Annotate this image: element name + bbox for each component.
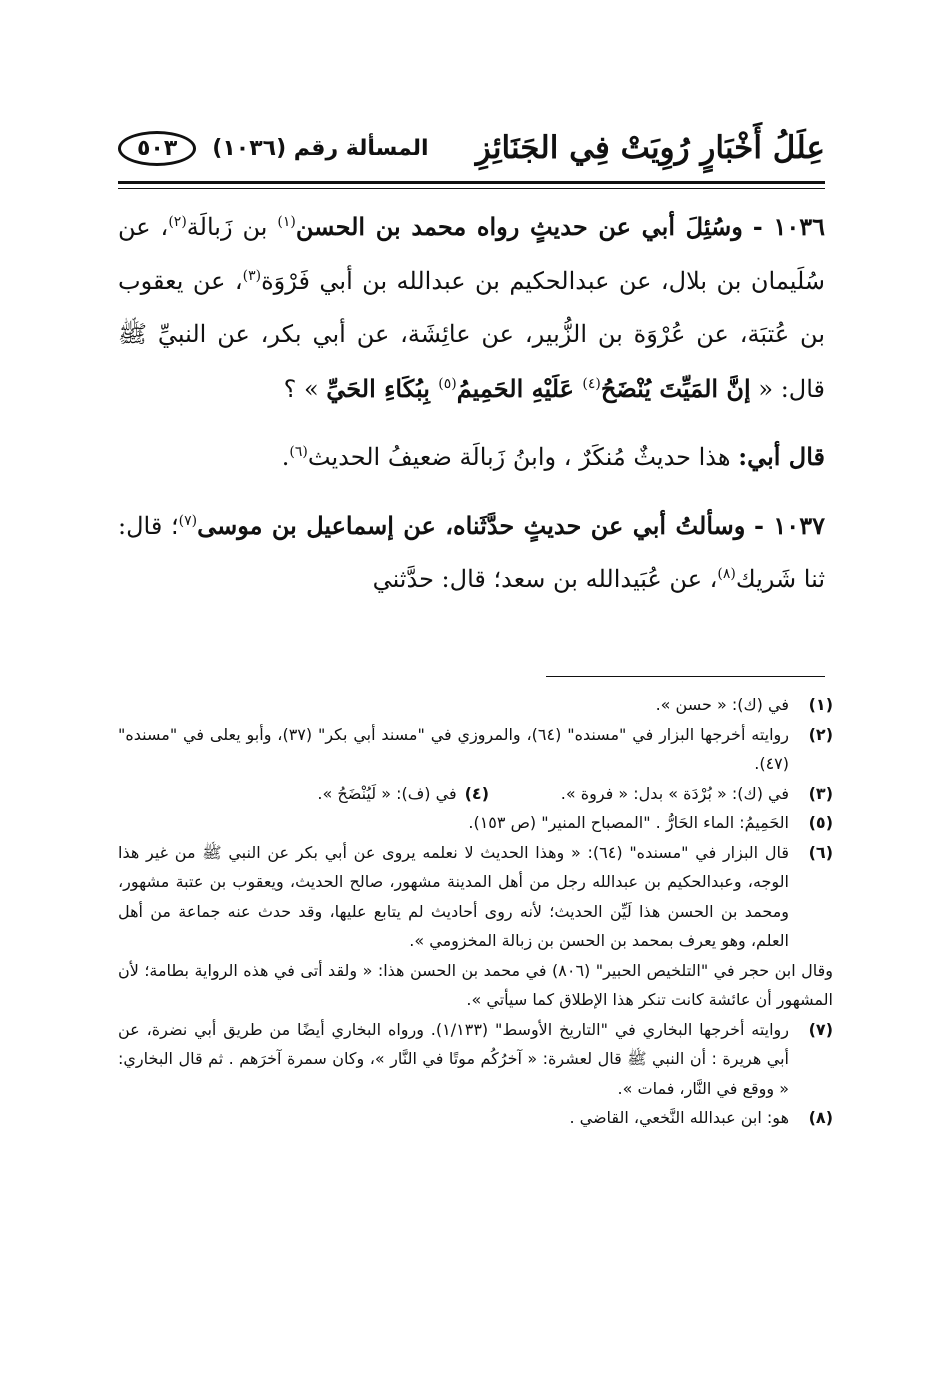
header-rule-thick	[118, 181, 825, 184]
issue-number: المسألة رقم (١٠٣٦)	[212, 135, 429, 161]
footnote-ref-8: (٨)	[717, 566, 736, 582]
footnotes	[118, 690, 833, 1133]
footnote-marker: (٥)	[808, 813, 833, 832]
paragraph-1036	[118, 200, 825, 416]
text-segment: ؛ قال: ثنا شَريك	[118, 511, 825, 593]
footnote-1	[118, 690, 833, 720]
hadith-text-3: بِبُكَاءِ الحَيِّ	[326, 373, 439, 403]
issue-number-1037: ١٠٣٧ -	[754, 510, 825, 540]
paragraph-answer	[118, 430, 825, 485]
book-title: عِلَلُ أَخْبَارٍ رُوِيَتْ فِي الجَنَائِزِ	[475, 130, 825, 166]
text-segment: ، عن عُبَيدالله بن سعد؛ قال: حدَّثني	[372, 565, 718, 593]
page-number: ٥٠٣	[118, 131, 196, 166]
main-text	[118, 200, 825, 607]
footnote-marker: (٦)	[808, 842, 833, 862]
footnote-marker: (١)	[808, 695, 833, 714]
footnote-ref-6: (٦)	[289, 444, 308, 460]
question-verb: وسُئِلَ أبي عن حديثٍ رواه محمد بن الحسن	[295, 212, 743, 241]
footnote-marker: (٨)	[808, 1108, 833, 1127]
text-segment: » ؟	[283, 374, 327, 403]
hadith-text-1: إنَّ المَيِّتَ يُنْضَحُ	[600, 373, 751, 403]
header-rule-thin	[118, 188, 825, 189]
footnote-text: قال البزار في "مسنده" (٦٤): « وهذا الحديث لا نعلمه يروى عن أبي بكر عن النبي ﷺ من غير هذا الوجه، وعبدالحكيم بن عبدالله رجل من أهل المدينة مشهور، صالح الحديث، ويعقوب بن عتبة مشهور، ومحمد بن الحسن هذا لَيِّن الحديث؛ لأنه روى أحاديث لم يتابع عليها، وقد حدث عنه جماعة من أهل العلم، وهو يعرف بمحمد بن الحسن بن زبالة المخزومي ».	[118, 842, 789, 950]
footnote-6-continued	[118, 956, 833, 1015]
answer-speaker: قال أبي:	[738, 442, 825, 471]
footnote-text: في (ك): « بُرْدَة » بدل: « فروة ».	[560, 783, 789, 803]
header-meta	[118, 131, 429, 166]
footnote-separator	[546, 676, 825, 677]
answer-text: هذا حديثٌ مُنكَرٌ ، وابنُ زَبالَة ضعيفُ الحديث	[307, 443, 739, 471]
footnote-marker: (٤)	[464, 783, 489, 803]
footnote-5	[118, 808, 833, 838]
footnote-text: في (ك): « حسن ».	[655, 695, 789, 714]
footnote-3-4-row	[118, 779, 833, 809]
footnote-text: روايته أخرجها البزار في "مسنده" (٦٤)، والمروزي في "مسند أبي بكر" (٣٧)، وأبو يعلى في "مسنده" (٤٧).	[118, 724, 790, 773]
footnote-7	[118, 1015, 833, 1104]
text-segment: ، عن يعقوب بن عُتبَة، عن عُرْوَة بن الزُّبير، عن عائِشَة، عن أبي بكر، عن النبيِّ ﷺ قال: «	[118, 266, 825, 403]
footnote-text: هو: ابن عبدالله النَّخعي، القاضي .	[569, 1108, 789, 1127]
footnote-2	[118, 720, 833, 779]
footnote-text: روايته أخرجها البخاري في "التاريخ الأوسط" (١/١٣٣). ورواه البخاري أيضًا من طريق أبي نضرة، عن أبي هريرة : أن النبي ﷺ قال لعشرة: « آخرُكُم موتًا في النَّار »، وكان سمرة آخرَهم . ثم قال البخاري: « ووقع في النَّار، فمات ».	[118, 1019, 790, 1098]
issue-number-1036: ١٠٣٦ -	[752, 212, 825, 241]
text-segment: .	[281, 443, 290, 471]
text-segment: بن زَبالَة	[186, 213, 278, 241]
footnote-text: وقال ابن حجر في "التلخيص الحبير" (٨٠٦) في محمد بن الحسن هذا: « ولقد أتى في هذه الرواية بطامة؛ لأن المشهور أن عائشة كانت تنكر هذا الإطلاق كما سيأتي ».	[118, 960, 834, 1009]
hadith-text-2: عَلَيْهِ الحَمِيمُ	[456, 373, 583, 403]
footnote-ref-2: (٢)	[168, 214, 187, 230]
footnote-text: الحَمِيمُ: الماء الحَارُّ . "المصباح المنير" (ص ١٥٣).	[468, 813, 789, 832]
page-header	[118, 118, 825, 178]
footnote-6	[118, 838, 833, 956]
footnote-ref-5: (٥)	[438, 375, 457, 392]
paragraph-1037	[118, 499, 825, 607]
footnote-8	[118, 1103, 833, 1133]
footnote-ref-4: (٤)	[582, 375, 601, 392]
footnote-ref-7: (٧)	[178, 512, 198, 529]
text-segment: ، عن سُلَيمان بن بلال، عن عبدالحكيم بن عبدالله بن أبي فَرْوَة	[118, 213, 826, 295]
footnote-marker: (٧)	[808, 1019, 833, 1039]
question-text: وسألتُ أبي عن حديثٍ حدَّثَناه، عن إسماعيل بن موسى	[197, 510, 746, 540]
footnote-marker: (٢)	[808, 724, 833, 744]
footnote-ref-1: (١)	[277, 214, 296, 230]
footnote-ref-3: (٣)	[242, 267, 262, 284]
footnote-marker: (٣)	[808, 783, 833, 803]
footnote-text: في (ف): « لَيُنْضَحُ ».	[317, 783, 457, 803]
